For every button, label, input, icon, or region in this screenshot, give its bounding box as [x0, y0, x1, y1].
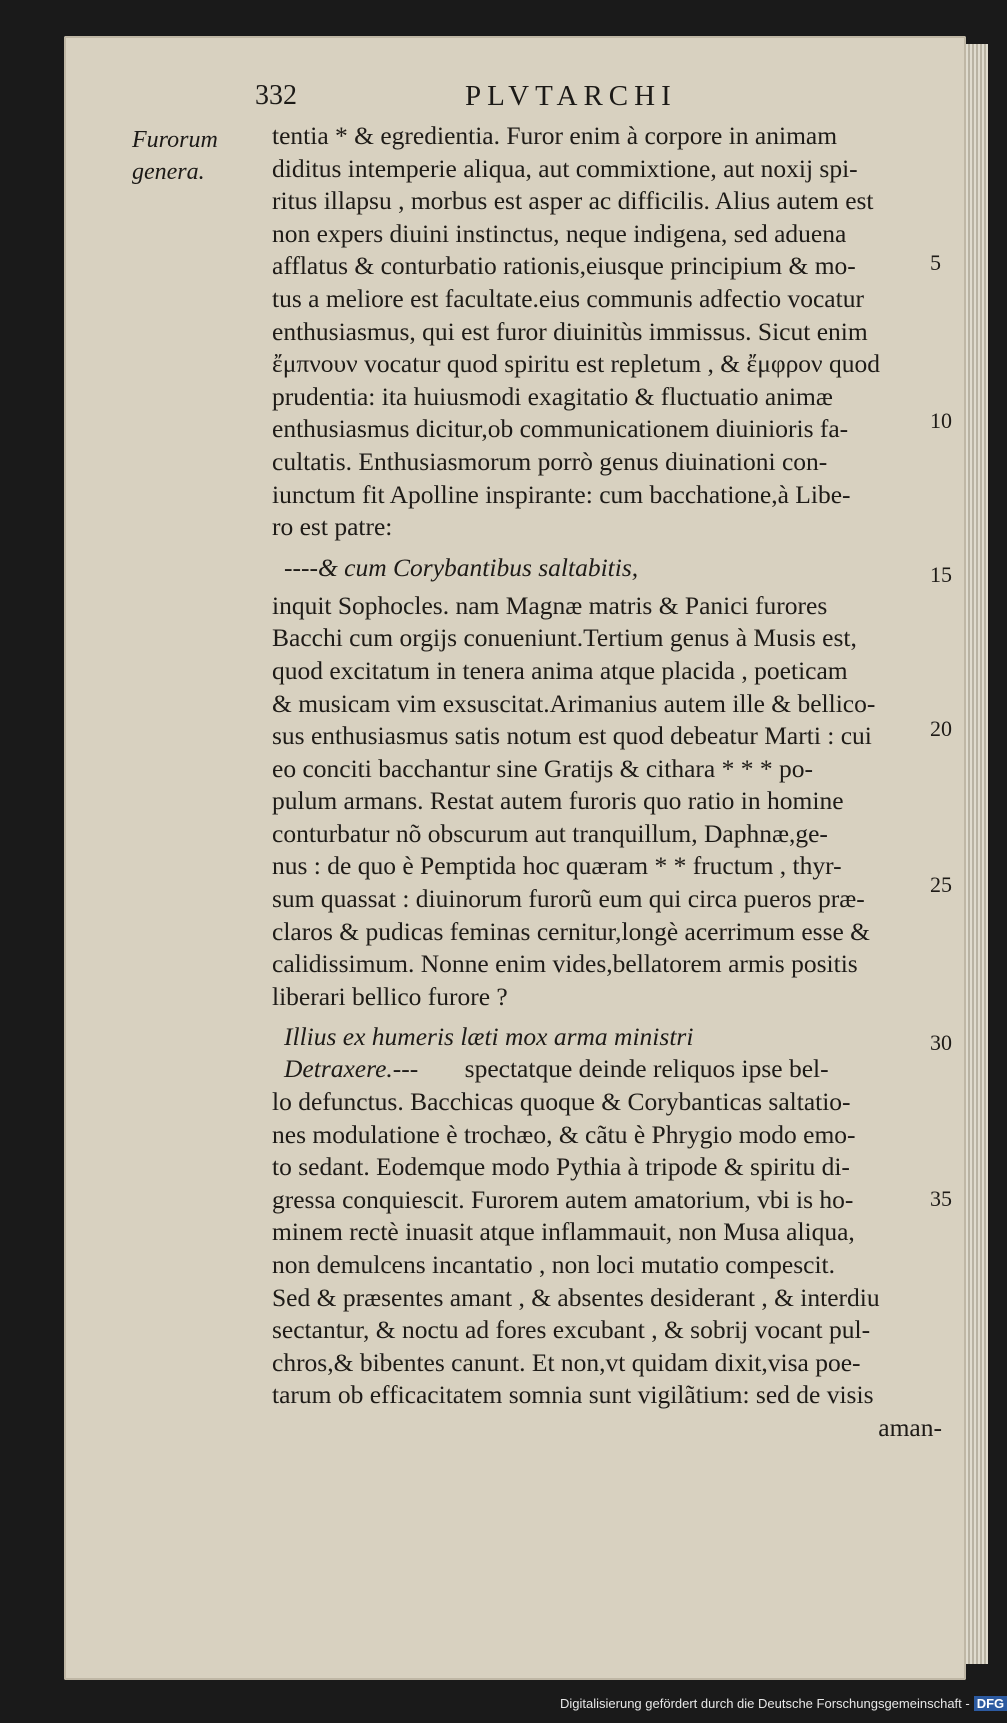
text-line: enthusiasmus dicitur,ob communicationem diuinioris fa-: [272, 414, 849, 444]
text-line: iunctum fit Apolline inspirante: cum bacchatione,à Libe-: [272, 479, 851, 509]
text-line: sum quassat : diuinorum furorũ eum qui circa pueros præ-: [272, 884, 865, 914]
text-fragment: spectatque deinde reliquos ipse bel-: [464, 1054, 829, 1084]
text-line: Bacchi cum orgijs conueniunt.Tertium genus à Musis est,: [272, 623, 857, 653]
line-numbers: [930, 0, 966, 1723]
text-line: cultatis. Enthusiasmorum porrò genus diuinationi con-: [272, 446, 828, 476]
text-line: sectantur, & noctu ad fores excubant , & sobrij vocant pul-: [272, 1315, 871, 1345]
text-line: liberari bellico furore ?: [272, 981, 508, 1011]
running-head: PLVTARCHI: [465, 80, 677, 112]
text-line: nus : de quo è Pemptida hoc quæram * * fructum , thyr-: [272, 851, 842, 881]
text-line: & musicam vim exsuscitat.Arimanius autem ille & bellico-: [272, 688, 876, 718]
page-number: 332: [255, 80, 297, 111]
margin-note-line: Furorum: [132, 127, 218, 153]
text-line: prudentia: ita huiusmodi exagitatio & fluctuatio animæ: [272, 381, 833, 411]
running-header: [255, 80, 835, 124]
line-number: 20: [930, 716, 952, 741]
verse-quote: Illius ex humeris læti mox arma ministri: [284, 1022, 694, 1052]
text-line: tentia * & egredientia. Furor enim à corpore in animam: [272, 121, 838, 150]
text-line: ἔμπνουν vocatur quod spiritu est repletum , & ἔμφρον quod: [272, 349, 880, 379]
text-line: claros & pudicas feminas cernitur,longè acerrimum esse &: [272, 916, 871, 946]
text-line: enthusiasmus, qui est furor diuinitùs immissus. Sicut enim: [272, 316, 868, 346]
text-line: inquit Sophocles. nam Magnæ matris & Panici furores: [272, 590, 828, 620]
text-line: sus enthusiasmus satis notum est quod debeatur Marti : cui: [272, 721, 872, 751]
text-line: to sedant. Eodemque modo Pythia à tripode & spiritu di-: [272, 1152, 850, 1182]
text-line: calidissimum. Nonne enim vides,bellatorem armis positis: [272, 949, 858, 979]
text-line: conturbatur nõ obscurum aut tranquillum, Daphnæ,ge-: [272, 818, 828, 848]
text-line: lo defunctus. Bacchicas quoque & Corybanticas saltatio-: [272, 1087, 851, 1117]
verse-quote-fragment: Detraxere.---: [284, 1054, 419, 1084]
verse-quote-continuation: [272, 1053, 952, 1086]
text-line: diditus intemperie aliqua, aut commixtione, aut noxij spi-: [272, 153, 858, 183]
dfg-logo: DFG: [974, 1696, 1007, 1711]
body-text: [272, 120, 952, 1445]
text-line: tus a meliore est facultate.eius communis adfectio vocatur: [272, 283, 864, 313]
text-line: chros,& bibentes canunt. Et non,vt quidam dixit,visa poe-: [272, 1347, 861, 1377]
text-line: nes modulatione è trochæo, & cãtu è Phrygio modo emo-: [272, 1119, 856, 1149]
footer-text: Digitalisierung gefördert durch die Deutsche Forschungsgemeinschaft -: [560, 1696, 970, 1711]
text-line: tarum ob efficacitatem somnia sunt vigilãtium: sed de visis: [272, 1380, 874, 1410]
text-line: afflatus & conturbatio rationis,eiusque principium & mo-: [272, 251, 856, 281]
text-line: gressa conquiescit. Furorem autem amatorium, vbi is ho-: [272, 1184, 854, 1214]
text-line: non demulcens incantatio , non loci mutatio compescit.: [272, 1250, 835, 1279]
line-number: 25: [930, 872, 952, 897]
margin-note: [132, 124, 257, 188]
digitization-footer: [560, 1696, 1005, 1716]
page-edges: [966, 44, 988, 1664]
line-number: 30: [930, 1030, 952, 1055]
line-number: 35: [930, 1186, 952, 1211]
catchword: aman-: [878, 1412, 942, 1442]
text-line: Sed & præsentes amant , & absentes desiderant , & interdiu: [272, 1282, 880, 1312]
text-line: non expers diuini instinctus, neque indigena, sed aduena: [272, 218, 847, 248]
line-number: 15: [930, 562, 952, 587]
text-line: ritus illapsu , morbus est asper ac difficilis. Alius autem est: [272, 186, 874, 216]
text-line: quod excitatum in tenera anima atque placida , poeticam: [272, 655, 848, 685]
text-line: minem rectè inuasit atque inflammauit, non Musa aliqua,: [272, 1217, 855, 1247]
verse-quote: ----& cum Corybantibus saltabitis,: [284, 552, 639, 582]
line-number: 5: [930, 250, 941, 275]
margin-note-line: genera.: [132, 159, 205, 185]
line-number: 10: [930, 408, 952, 433]
text-line: ro est patre:: [272, 512, 393, 542]
text-line: pulum armans. Restat autem furoris quo ratio in homine: [272, 786, 844, 816]
text-line: eo conciti bacchantur sine Gratijs & cithara * * * po-: [272, 753, 813, 783]
